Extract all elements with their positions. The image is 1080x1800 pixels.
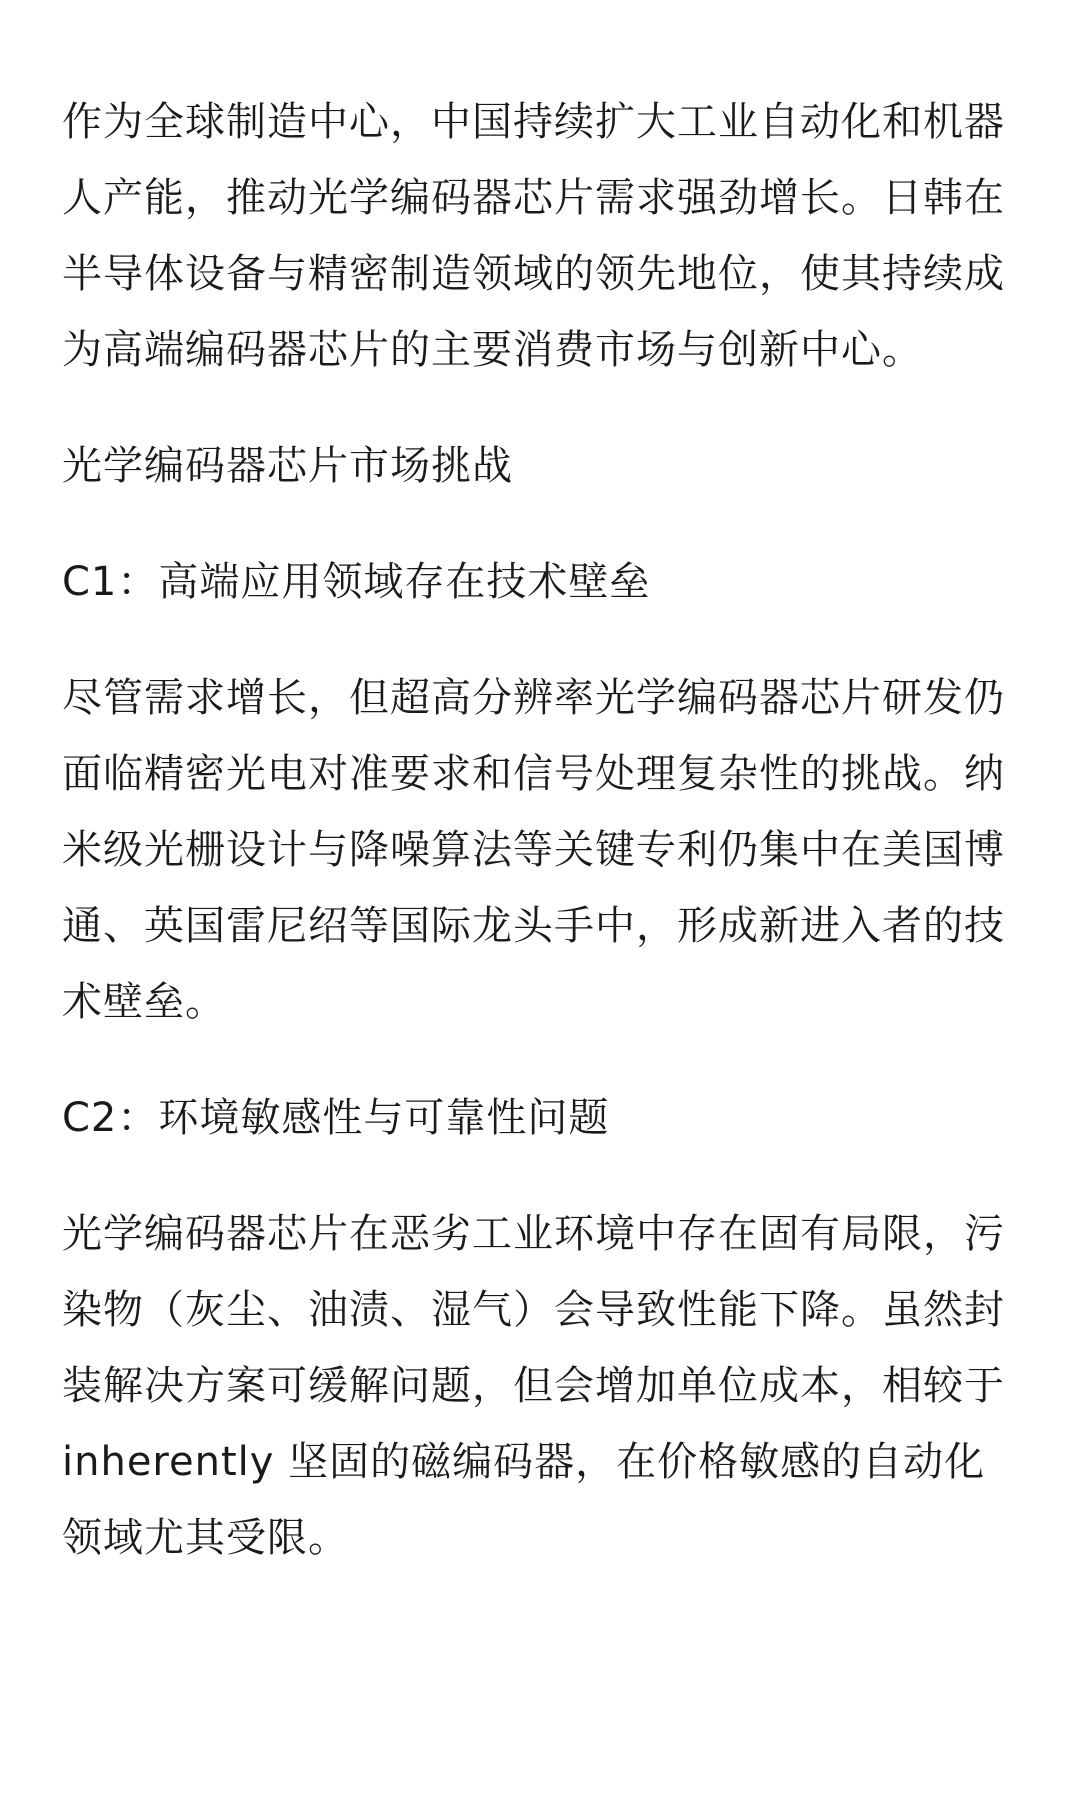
challenge-2-title: C2：环境敏感性与可靠性问题	[62, 1095, 610, 1141]
challenge-2-body: 光学编码器芯片在恶劣工业环境中存在固有局限，污染物（灰尘、油渍、湿气）会导致性能下降。虽然封装解决方案可缓解问题，但会增加单位成本，相较于 inherently 坚固的磁编码器，在价格敏感的自动化领域尤其受限。	[62, 1211, 1005, 1561]
challenge-1-title: C1：高端应用领域存在技术壁垒	[62, 559, 651, 605]
section-title: 光学编码器芯片市场挑战	[62, 443, 513, 489]
article-body	[62, 84, 1022, 1616]
challenge-1-body: 尽管需求增长，但超高分辨率光学编码器芯片研发仍面临精密光电对准要求和信号处理复杂性的挑战。纳米级光栅设计与降噪算法等关键专利仍集中在美国博通、英国雷尼绍等国际龙头手中，形成新进入者的技术壁垒。	[62, 675, 1005, 1025]
intro-paragraph: 作为全球制造中心，中国持续扩大工业自动化和机器人产能，推动光学编码器芯片需求强劲增长。日韩在半导体设备与精密制造领域的领先地位，使其持续成为高端编码器芯片的主要消费市场与创新中心。	[62, 99, 1005, 373]
